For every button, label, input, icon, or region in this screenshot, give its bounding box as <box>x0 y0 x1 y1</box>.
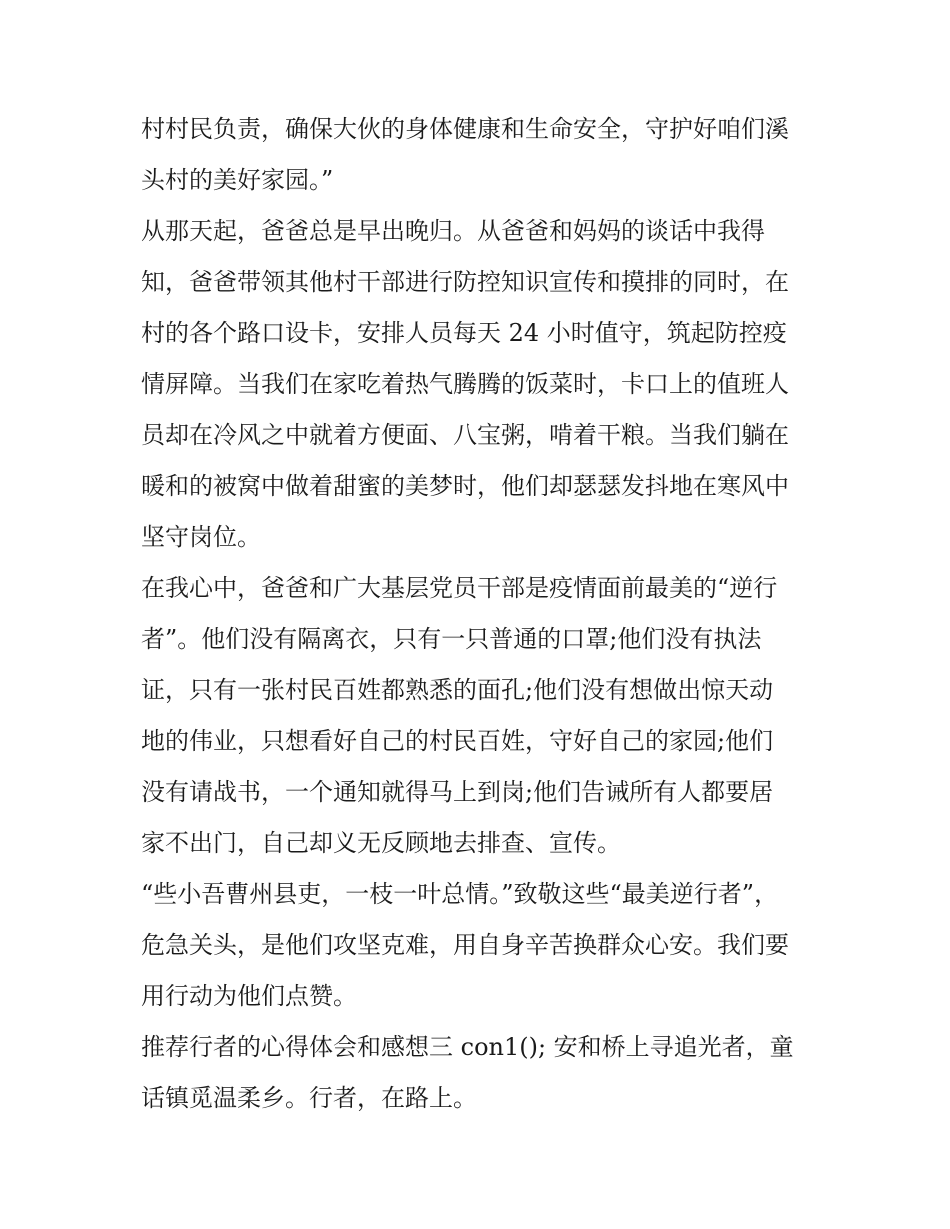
text-line: 地的伟业，只想看好自己的村民百姓，守好自己的家园;他们 <box>141 727 774 755</box>
paragraph-1 <box>141 104 821 206</box>
text-line: 在我心中，爸爸和广大基层党员干部是疫情面前最美的“逆行 <box>141 574 778 602</box>
text-line: 知，爸爸带领其他村干部进行防控知识宣传和摸排的同时，在 <box>141 268 789 296</box>
text-line: 情屏障。当我们在家吃着热气腾腾的饭菜时，卡口上的值班人 <box>141 370 789 398</box>
text-line: 没有请战书，一个通知就得马上到岗;他们告诫所有人都要居 <box>141 778 774 806</box>
paragraph-4 <box>141 869 821 1022</box>
text-line: 头村的美好家园。” <box>141 166 334 194</box>
body-text <box>141 104 821 1124</box>
text-line: 推荐行者的心得体会和感想三 con1(); 安和桥上寻追光者，童 <box>141 1033 794 1061</box>
paragraph-2 <box>141 206 821 563</box>
text-line: 坚守岗位。 <box>141 523 261 551</box>
text-line: 村的各个路口设卡，安排人员每天 24 小时值守，筑起防控疫 <box>141 319 787 347</box>
text-line: 危急关头，是他们攻坚克难，用自身辛苦换群众心安。我们要 <box>141 931 789 959</box>
text-line: 暖和的被窝中做着甜蜜的美梦时，他们却瑟瑟发抖地在寒风中 <box>141 472 789 500</box>
text-line: 者”。他们没有隔离衣，只有一只普通的口罩;他们没有执法 <box>141 625 762 653</box>
text-line: 员却在冷风之中就着方便面、八宝粥，啃着干粮。当我们躺在 <box>141 421 789 449</box>
paragraph-5 <box>141 1022 821 1124</box>
paragraph-3 <box>141 563 821 869</box>
text-line: 话镇觅温柔乡。行者，在路上。 <box>141 1084 477 1112</box>
text-line: 从那天起，爸爸总是早出晚归。从爸爸和妈妈的谈话中我得 <box>141 217 765 245</box>
text-line: “些小吾曹州县吏，一枝一叶总情。”致敬这些“最美逆行者”， <box>141 880 779 908</box>
text-line: 用行动为他们点赞。 <box>141 982 357 1010</box>
text-line: 村村民负责，确保大伙的身体健康和生命安全，守护好咱们溪 <box>141 115 789 143</box>
text-line: 证，只有一张村民百姓都熟悉的面孔;他们没有想做出惊天动 <box>141 676 774 704</box>
text-line: 家不出门，自己却义无反顾地去排查、宣传。 <box>141 829 621 857</box>
